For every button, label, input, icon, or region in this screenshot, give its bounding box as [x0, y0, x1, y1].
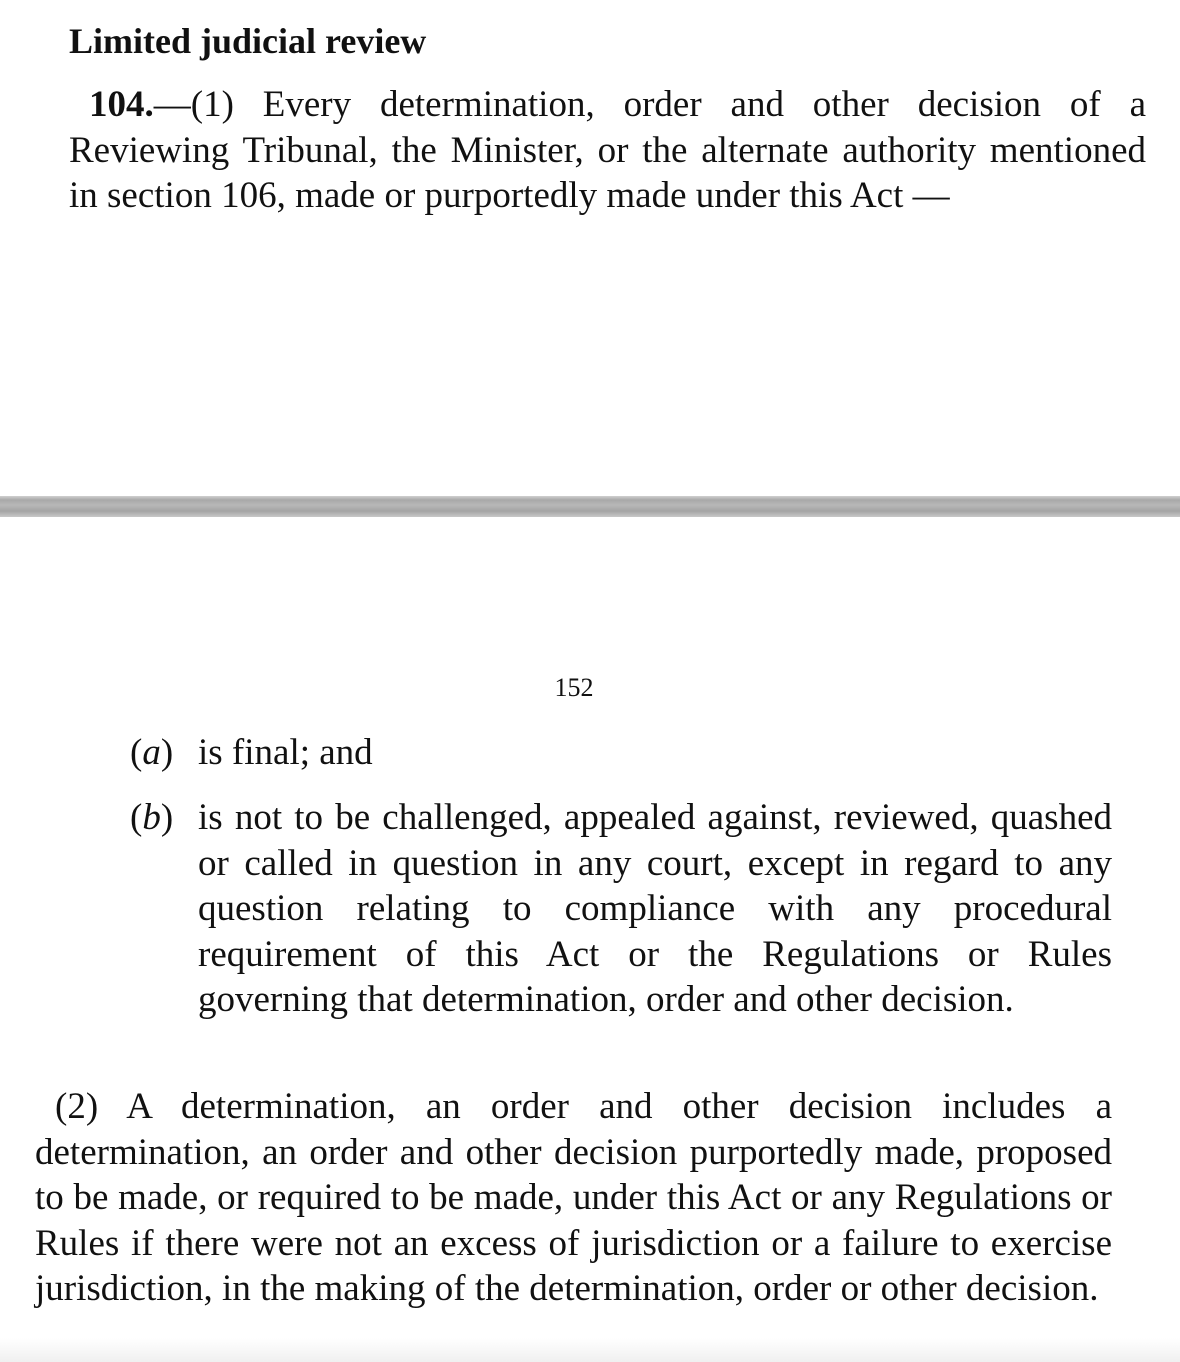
page-separator [0, 496, 1180, 517]
section-104-text: (1) Every determination, order and other decision of a Reviewing Tribunal, the Minister, or the alternate authority mentioned in section 106, made or purportedly made under this Act — [69, 84, 1146, 216]
subsection-2-paragraph [35, 1084, 1112, 1312]
section-heading: Limited judicial review [69, 21, 427, 61]
section-number: 104. [89, 84, 154, 125]
item-marker-a: (a) [130, 732, 174, 773]
list-item-a [130, 730, 1112, 776]
section-104-paragraph [69, 82, 1146, 219]
list-item-b [130, 795, 1112, 1023]
page-top [0, 0, 1180, 496]
paragraph-indent [35, 1086, 55, 1127]
item-marker-b: (b) [130, 797, 174, 838]
paragraph-indent [69, 84, 89, 125]
section-dash: — [153, 84, 191, 125]
page-number: 152 [554, 673, 594, 702]
subsection-2-text: (2) A determination, an order and other decision includes a determination, an order and other decision purportedly made, proposed to be made, or required to be made, under this Act or any Regulations or Rules if there were not an excess of jurisdiction or a failure to exercise jurisdiction, in the making of the determination, order or other decision. [35, 1086, 1112, 1309]
item-text-a: is final; and [198, 732, 373, 773]
bottom-shadow [0, 1338, 1180, 1362]
item-text-b: is not to be challenged, appealed against, reviewed, quashed or called in question in any court, except in regard to any question relating to compliance with any procedural requirement of this Act or the Regulations or Rules governing that determination, order and other decision. [198, 797, 1112, 1020]
